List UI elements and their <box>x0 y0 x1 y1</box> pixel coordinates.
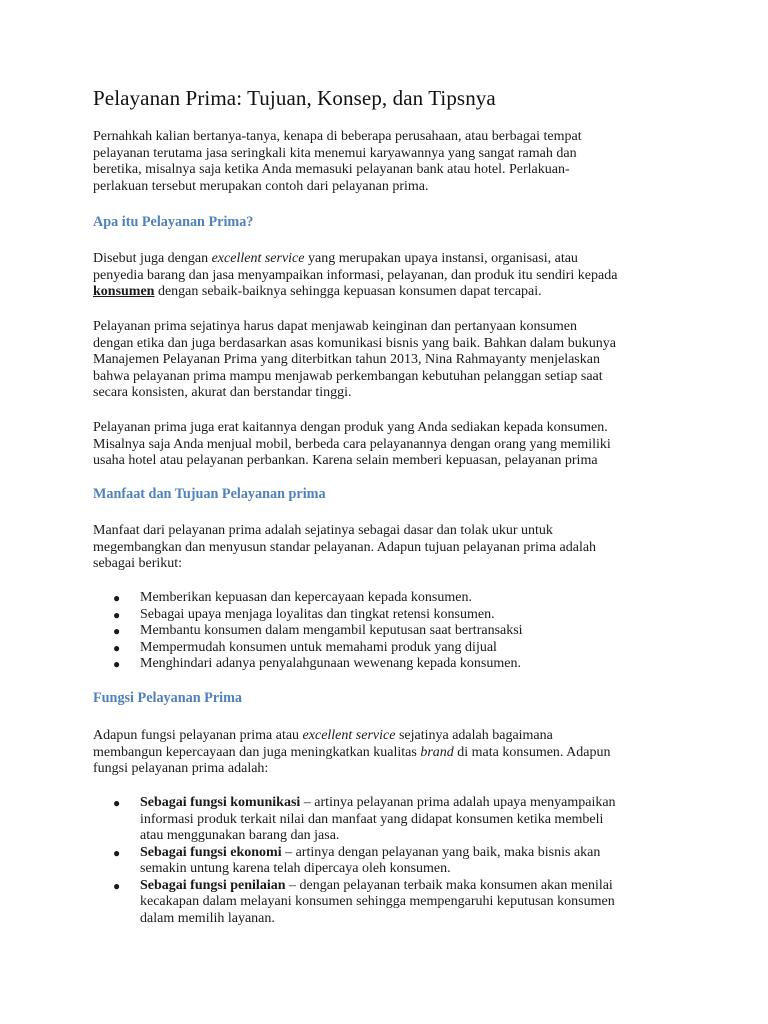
text-line: kecakapan dalam melayani konsumen sehingga mempengaruhi keputusan konsumen <box>140 894 615 909</box>
list-item <box>93 607 683 624</box>
text-line <box>140 845 683 862</box>
list-item-bold: Sebagai fungsi penilaian <box>140 877 286 893</box>
text-line: Manajemen Pelayanan Prima yang diterbitkan tahun 2013, Nina Rahmayanty menjelaskan <box>93 352 600 367</box>
list-item <box>93 656 683 673</box>
text-run: membangun kepercayaan dan juga meningkatkan kualitas <box>93 744 421 760</box>
text-line <box>93 284 683 301</box>
italic-term: excellent service <box>211 251 305 266</box>
italic-term: excellent service <box>302 728 396 743</box>
list-item <box>93 590 683 607</box>
text-line <box>93 745 683 762</box>
text-line: Pelayanan prima sejatinya harus dapat menjawab keinginan dan pertanyaan konsumen <box>93 319 577 334</box>
text-line: penyedia barang dan jasa menyampaikan informasi, pelayanan, dan produk itu sendiri kepada <box>93 267 618 283</box>
bullet-icon: ● <box>113 878 121 893</box>
text-line <box>140 795 683 812</box>
paragraph-4 <box>93 523 683 573</box>
heading-fungsi: Fungsi Pelayanan Prima <box>93 690 242 706</box>
text-line: bahwa pelayanan prima mampu menjawab perkembangan kebutuhan pelanggan setiap saat <box>93 368 603 384</box>
heading-manfaat: Manfaat dan Tujuan Pelayanan prima <box>93 486 326 502</box>
paragraph-3 <box>93 420 683 470</box>
text-line: informasi produk terkait nilai dan manfaat yang didapat konsumen ketika membeli <box>140 811 604 827</box>
page-title: Pelayanan Prima: Tujuan, Konsep, dan Tipsnya <box>93 86 496 110</box>
text-run: – dengan pelayanan terbaik maka konsumen akan menilai <box>285 877 613 893</box>
intro-paragraph <box>93 129 683 195</box>
text-line <box>93 728 683 745</box>
text-line: Manfaat dari pelayanan prima adalah sejatinya sebagai dasar dan tolak ukur untuk <box>93 523 553 538</box>
text-line: usaha hotel atau pelayanan perbankan. Karena selain memberi kepuasan, pelayanan prima <box>93 453 598 468</box>
text-run: sejatinya adalah bagaimana <box>395 728 553 743</box>
list-item-text: Sebagai upaya menjaga loyalitas dan tingkat retensi konsumen. <box>140 606 495 622</box>
list-item <box>93 845 683 878</box>
bullet-icon: ● <box>113 607 121 622</box>
text-line: atau menggunakan barang dan jasa. <box>140 828 340 843</box>
text-line: Pernahkah kalian bertanya-tanya, kenapa di beberapa perusahaan, atau berbagai tempat <box>93 129 582 144</box>
text-run: Adapun fungsi pelayanan prima atau <box>93 728 303 743</box>
text-run: dengan sebaik-baiknya sehingga kepuasan konsumen dapat tercapai. <box>154 284 542 299</box>
paragraph-2 <box>93 319 683 402</box>
bullet-icon: ● <box>113 657 121 671</box>
text-line: fungsi pelayanan prima adalah: <box>93 761 269 776</box>
text-run: – artinya dengan pelayanan yang baik, maka bisnis akan <box>281 844 601 860</box>
italic-term: brand <box>420 744 454 760</box>
list-item-text: Membantu konsumen dalam mengambil keputusan saat bertransaksi <box>140 623 523 638</box>
text-line: Misalnya saja Anda menjual mobil, berbeda cara pelayanannya dengan orang yang memiliki <box>93 436 611 452</box>
list-item-text: Mempermudah konsumen untuk memahami produk yang dijual <box>140 639 497 655</box>
bullet-icon: ● <box>113 591 121 605</box>
list-item <box>93 795 683 845</box>
text-run: – artinya pelayanan prima adalah upaya menyampaikan <box>300 795 616 810</box>
list-item <box>93 623 683 640</box>
text-run: Disebut juga dengan <box>93 251 212 266</box>
text-line: dengan etika dan juga berdasarkan asas komunikasi bisnis yang baik. Bahkan dalam bukunya <box>93 335 616 351</box>
list-item-bold: Sebagai fungsi ekonomi <box>140 844 282 860</box>
paragraph-5 <box>93 728 683 778</box>
text-run: yang merupakan upaya instansi, organisasi, atau <box>304 251 578 266</box>
list-item-text: Memberikan kepuasan dan kepercayaan kepada konsumen. <box>140 590 472 605</box>
text-line: dalam memilih layanan. <box>140 910 275 926</box>
text-line: Pelayanan prima juga erat kaitannya dengan produk yang Anda sediakan kepada konsumen. <box>93 420 608 435</box>
bullet-icon: ● <box>113 624 121 638</box>
list-item-bold: Sebagai fungsi komunikasi <box>140 795 301 810</box>
text-line: pelayanan terutama jasa seringkali kita menemui karyawannya yang sangat ramah dan <box>93 145 577 161</box>
konsumen-link[interactable]: konsumen <box>93 284 155 299</box>
text-line: megembangkan dan menyusun standar pelayanan. Adapun tujuan pelayanan prima adalah <box>93 539 597 555</box>
bullet-icon: ● <box>113 640 121 655</box>
benefits-list <box>93 590 683 673</box>
text-line: secara konsisten, akurat dan berstandar tinggi. <box>93 385 352 400</box>
text-line: semakin untung karena telah dipercaya oleh konsumen. <box>140 861 451 876</box>
definition-paragraph <box>93 251 683 301</box>
list-item-text: Menghindari adanya penyalahgunaan wewenang kepada konsumen. <box>140 656 521 671</box>
list-item <box>93 640 683 657</box>
text-line: beretika, misalnya saja ketika Anda memasuki pelayanan bank atau hotel. Perlakuan- <box>93 162 570 177</box>
heading-apa-itu: Apa itu Pelayanan Prima? <box>93 214 254 230</box>
text-run: di mata konsumen. Adapun <box>453 744 611 760</box>
text-line <box>93 251 683 268</box>
text-line: perlakuan tersebut merupakan contoh dari pelayanan prima. <box>93 178 429 194</box>
text-line: sebagai berikut: <box>93 556 183 571</box>
bullet-icon: ● <box>113 796 121 810</box>
text-line <box>140 878 683 895</box>
bullet-icon: ● <box>113 845 121 860</box>
list-item <box>93 878 683 928</box>
functions-list <box>93 795 683 927</box>
